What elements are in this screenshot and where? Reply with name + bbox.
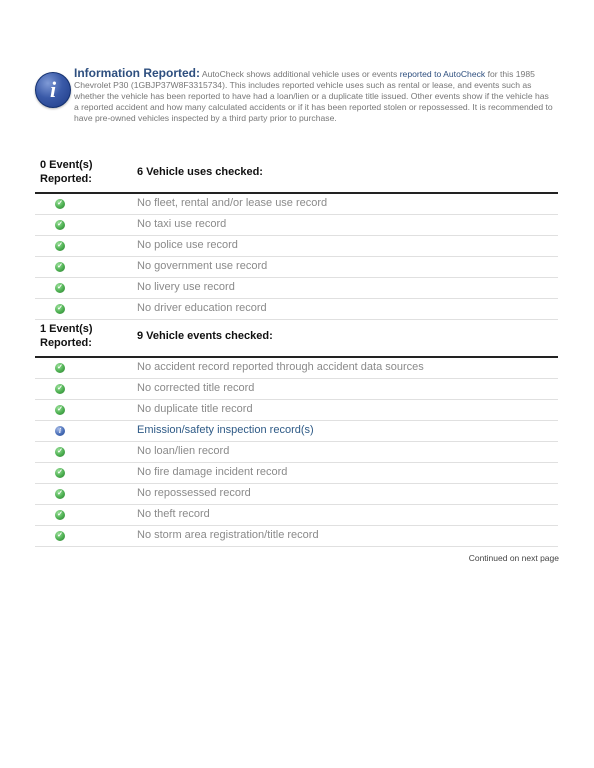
continued-on-next-page: Continued on next page [468, 553, 559, 563]
check-icon: ✓ [55, 283, 65, 293]
table-row [35, 442, 558, 463]
vehicle-events-header [35, 319, 558, 358]
row-label: No duplicate title record [137, 403, 253, 415]
table-row [35, 526, 558, 547]
vehicle-events-section [35, 319, 558, 547]
table-row [35, 505, 558, 526]
table-row [35, 299, 558, 320]
row-label: No livery use record [137, 281, 235, 293]
check-icon: ✓ [55, 220, 65, 230]
uses-count-line2: Reported: [40, 173, 92, 185]
events-count-line1: 1 Event(s) [40, 323, 93, 335]
info-text-after-link: for this 1985 Chevrolet P30 (1GBJP37W8F3315734). This includes reported vehicle uses such as rental or lease, and events such as whether the vehicle has been reported to have had a loan/lien or a duplicate title issued. Other events show if the vehicle has a reported accident and how many calculated accidents or if it has been reported stolen or repossessed. It is recommended to have pre-owned vehicles inspected by a third party prior to purchase. [74, 69, 553, 124]
uses-count-line1: 0 Event(s) [40, 159, 93, 171]
table-row [35, 484, 558, 505]
check-icon: ✓ [55, 384, 65, 394]
check-icon: ✓ [55, 468, 65, 478]
table-row [35, 463, 558, 484]
uses-section-title: 6 Vehicle uses checked: [137, 166, 263, 178]
info-title: Information Reported: [74, 66, 200, 80]
row-label: No police use record [137, 239, 238, 251]
table-row [35, 358, 558, 379]
check-icon: ✓ [55, 241, 65, 251]
table-row [35, 379, 558, 400]
table-row [35, 194, 558, 215]
events-section-title: 9 Vehicle events checked: [137, 330, 273, 342]
table-row [35, 278, 558, 299]
row-label: No corrected title record [137, 382, 255, 394]
info-icon: i [35, 72, 71, 108]
events-rows [35, 358, 558, 547]
table-row [35, 400, 558, 421]
events-event-count [40, 322, 93, 350]
reported-to-autocheck-link[interactable]: reported to AutoCheck [399, 69, 486, 79]
vehicle-uses-section [35, 155, 558, 320]
check-icon: ✓ [55, 405, 65, 415]
row-label: No repossessed record [137, 487, 251, 499]
check-icon: ✓ [55, 363, 65, 373]
row-label: No loan/lien record [137, 445, 230, 457]
uses-event-count [40, 158, 93, 186]
check-icon: ✓ [55, 489, 65, 499]
row-label: No fleet, rental and/or lease use record [137, 197, 328, 209]
row-label: No government use record [137, 260, 268, 272]
info-text-before-link: AutoCheck shows additional vehicle uses or events [200, 69, 400, 79]
table-row [35, 236, 558, 257]
row-label: No fire damage incident record [137, 466, 288, 478]
table-row [35, 257, 558, 278]
table-row [35, 215, 558, 236]
check-icon: ✓ [55, 304, 65, 314]
events-count-line2: Reported: [40, 337, 92, 349]
check-icon: ✓ [55, 262, 65, 272]
row-label: No storm area registration/title record [137, 529, 319, 541]
row-label: No driver education record [137, 302, 267, 314]
check-icon: ✓ [55, 510, 65, 520]
row-label: Emission/safety inspection record(s) [137, 424, 314, 436]
information-reported-text [74, 68, 555, 124]
info-icon: i [55, 426, 65, 436]
row-label: No accident record reported through accident data sources [137, 361, 424, 373]
row-label: No theft record [137, 508, 210, 520]
row-label: No taxi use record [137, 218, 227, 230]
vehicle-uses-header [35, 155, 558, 194]
check-icon: ✓ [55, 199, 65, 209]
table-row [35, 421, 558, 442]
uses-rows [35, 194, 558, 320]
check-icon: ✓ [55, 447, 65, 457]
check-icon: ✓ [55, 531, 65, 541]
